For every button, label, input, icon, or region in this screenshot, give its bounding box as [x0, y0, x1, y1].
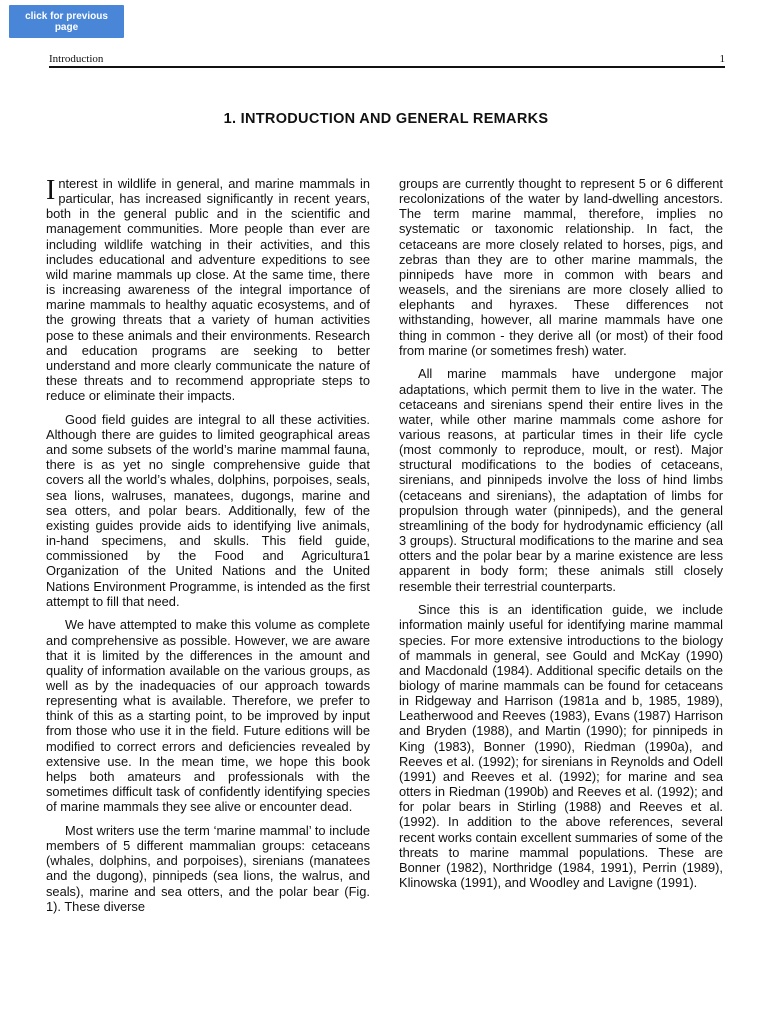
- drop-cap: I: [46, 175, 56, 206]
- paragraph-7: Since this is an identification guide, we include information mainly useful for identifying marine mammal species. For more extensive introductions to the biology of mammals in general, see Gould and McKay (1990) and Macdonald (1984). Additional specific details on the biology of marine mammals can be found for cetaceans in Ridgeway and Harrison (1981a and b, 1985, 1989), Leatherwood and Reeves (1983), Evans (1987) Harrison and Bryden (1988), and Martin (1990); for pinnipeds in King (1983), Bonner (1990), Riedman (1990a), and Reeves et al. (1992); for sirenians in Reynolds and Odell (1991) and Reeves et al. (1992); for marine and sea otters in Riedman (1990b) and Reeves et al. (1992); and for polar bears in Stirling (1988) and Reeves et al. (1992). In addition to the above references, several recent works contain excellent summaries of some of the threats to marine mammal populations. These are Bonner (1982), Northridge (1984, 1991), Perrin (1989), Klinowska (1991), and Woodley and Lavigne (1991).: [399, 602, 723, 891]
- section-name: Introduction: [49, 53, 104, 65]
- header-rule: [49, 66, 725, 68]
- paragraph-1: [46, 176, 370, 403]
- paragraph-1-text: nterest in wildlife in general, and marine mammals in particular, has increased significantly in recent years, both in the general public and in the scientific and management communities. More people than ever are including wildlife watching in their activities, and this includes educational and adventure expeditions to see wild marine mammals up close. At the same time, there is increasing awareness of the integral importance of marine mammals to healthy aquatic ecosystems, and of the growing threats that a variety of human activities pose to these animals and their environments. Research and education programs are seeking to better understand and more clearly communicate the nature of these threats and to recommend appropriate steps to reduce or eliminate their impacts.: [46, 176, 370, 404]
- page-title: 1. INTRODUCTION AND GENERAL REMARKS: [223, 111, 549, 127]
- left-column: [46, 176, 370, 922]
- paragraph-4: Most writers use the term ‘marine mammal’ to include members of 5 different mammalian groups: cetaceans (whales, dolphins, and porpoises), sirenians (manatees and the dugong), pinnipeds (sea lions, the walrus, and seals), marine and sea otters, and the polar bear (Fig. 1). These diverse: [46, 822, 370, 914]
- paragraph-2: Good field guides are integral to all these activities. Although there are guides to limited geographical areas and some subsets of the world’s marine mammal fauna, there is as yet no single comprehensive guide that covers all the world’s whales, dolphins, porpoises, seals, sea lions, walruses, manatees, dugongs, marine and sea otters, and polar bears. Additionally, few of the existing guides provide aids to identifying live animals, in-hand specimens, and skulls. This field guide, commissioned by the Food and Agricultura1 Organization of the United Nations and the United Nations Environment Programme, is intended as the first attempt to fill that need.: [46, 411, 370, 609]
- page-number: 1: [719, 53, 725, 65]
- running-header: [49, 53, 725, 65]
- paragraph-5: groups are currently thought to represent 5 or 6 different recolonizations of the water by land-dwelling ancestors. The term marine mammal, therefore, implies no systematic or taxonomic relationship. In fact, the cetaceans are more closely related to horses, pigs, and zebras than they are to other marine mammals, the pinnipeds have more in common with bears and weasels, and the sirenians are more closely allied to elephants and hyraxes. These differences not withstanding, however, all marine mammals have one thing in common - they derive all (or most) of their food from marine (or sometimes fresh) water.: [399, 176, 723, 358]
- previous-page-button[interactable]: click for previous page: [9, 5, 124, 38]
- paragraph-6: All marine mammals have undergone major adaptations, which permit them to live in the water. The cetaceans and sirenians spend their entire lives in the water, while other marine mammals come ashore for various reasons, at particular times in their life cycle (most commonly to reproduce, moult, or rest). Major structural modifications to the bodies of cetaceans, sirenians, and pinnipeds involve the loss of hind limbs (cetaceans and sirenians), the adaptation of limbs for propulsion through water (pinnipeds), and the general streamlining of the body for hydrodynamic efficiency (all 3 groups). Structural modifications to the marine and sea otters and the polar bear by a marine existence are less apparent in body form; these animals still closely resemble their terrestrial counterparts.: [399, 366, 723, 594]
- right-column: [399, 176, 723, 899]
- paragraph-3: We have attempted to make this volume as complete and comprehensive as possible. However, we are aware that it is limited by the differences in the amount and quality of information available on the various groups, as well as by the inadequacies of our approach towards representing what is available. Therefore, we prefer to think of this as a starting point, to be improved by input from those who use it in the field. Future editions will be modified to correct errors and deficiencies revealed by extensive use. In the mean time, we hope this book helps both amateurs and professionals with the sometimes difficult task of confidently identifying species of marine mammals they see alive or encounter dead.: [46, 617, 370, 815]
